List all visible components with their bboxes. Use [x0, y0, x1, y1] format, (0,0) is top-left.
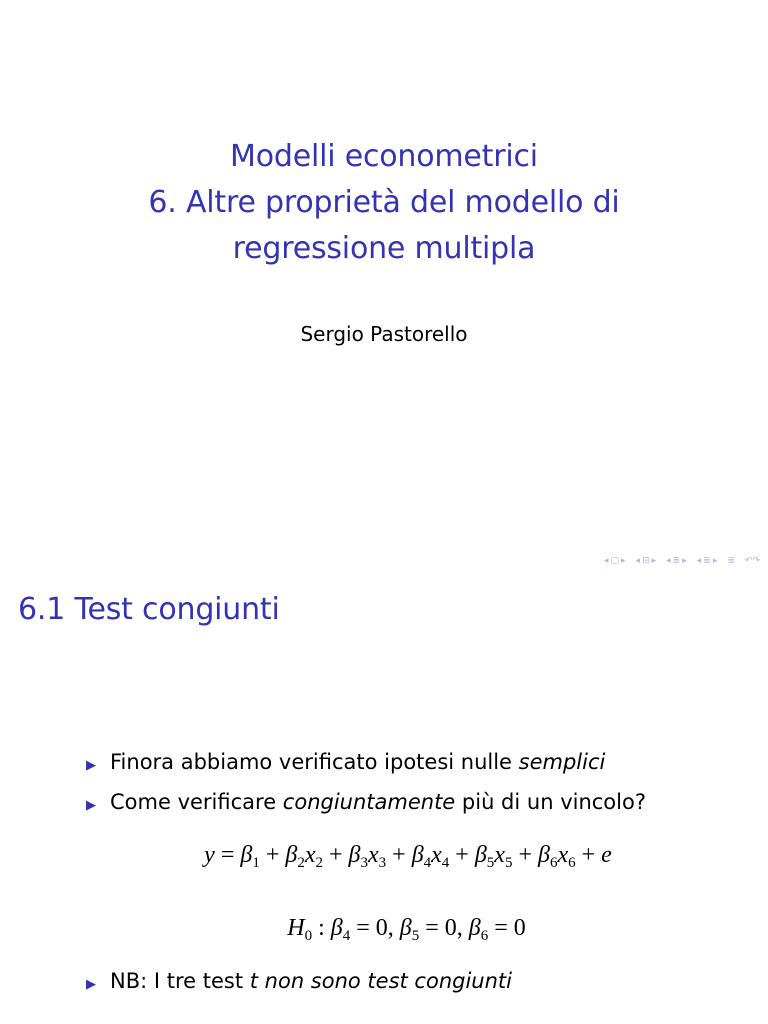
- bullet-text: Come verificare congiuntamente più di un vincolo?: [110, 790, 646, 814]
- bullet-list-2: [86, 961, 748, 1001]
- presentation-title: [0, 134, 768, 272]
- emphasis: semplici: [518, 750, 606, 774]
- bullet-list: [86, 742, 748, 822]
- null-hypothesis: $H_0$ : $\beta_4 = 0$, $\beta_5 = 0$, $\beta_6 = 0$: [287, 915, 526, 944]
- title-line-3: regressione multipla: [232, 231, 536, 266]
- author-name: Sergio Pastorello: [300, 322, 468, 346]
- bullet-triangle-icon: ▶: [86, 977, 96, 992]
- bullet-triangle-icon: ▶: [86, 798, 96, 813]
- bullet-item: [86, 782, 748, 822]
- bullet-text: Finora abbiamo verificato ipotesi nulle semplici: [110, 750, 606, 774]
- title-slide: Modelli econometrici 6. Altre proprietà del modello di regressione multipla Sergio Pastorello ◂ □ ▸ ◂ ⊟ ▸ ◂ ≣ ▸ ◂ ≣ ▸ ≣ ↶↷: [0, 0, 768, 512]
- emphasis: non sono test congiunti: [257, 969, 512, 993]
- title-line-1: Modelli econometrici: [230, 139, 538, 174]
- bullet-text: NB: I tre test t non sono test congiunti: [110, 969, 512, 993]
- title-line-2: 6. Altre proprietà del modello di: [148, 185, 620, 220]
- bullet-item: [86, 742, 748, 782]
- emphasis: congiuntamente: [282, 790, 456, 814]
- bullet-item: [86, 961, 748, 1001]
- bullet-triangle-icon: ▶: [86, 758, 96, 773]
- frame-title: 6.1 Test congiunti: [18, 592, 280, 627]
- regression-equation: $y = \beta_1 + \beta_2x_2 + \beta_3x_3 + \beta_4x_4 + \beta_5x_5 + \beta_6x_6 + e$: [204, 842, 612, 871]
- content-slide: [0, 512, 768, 1024]
